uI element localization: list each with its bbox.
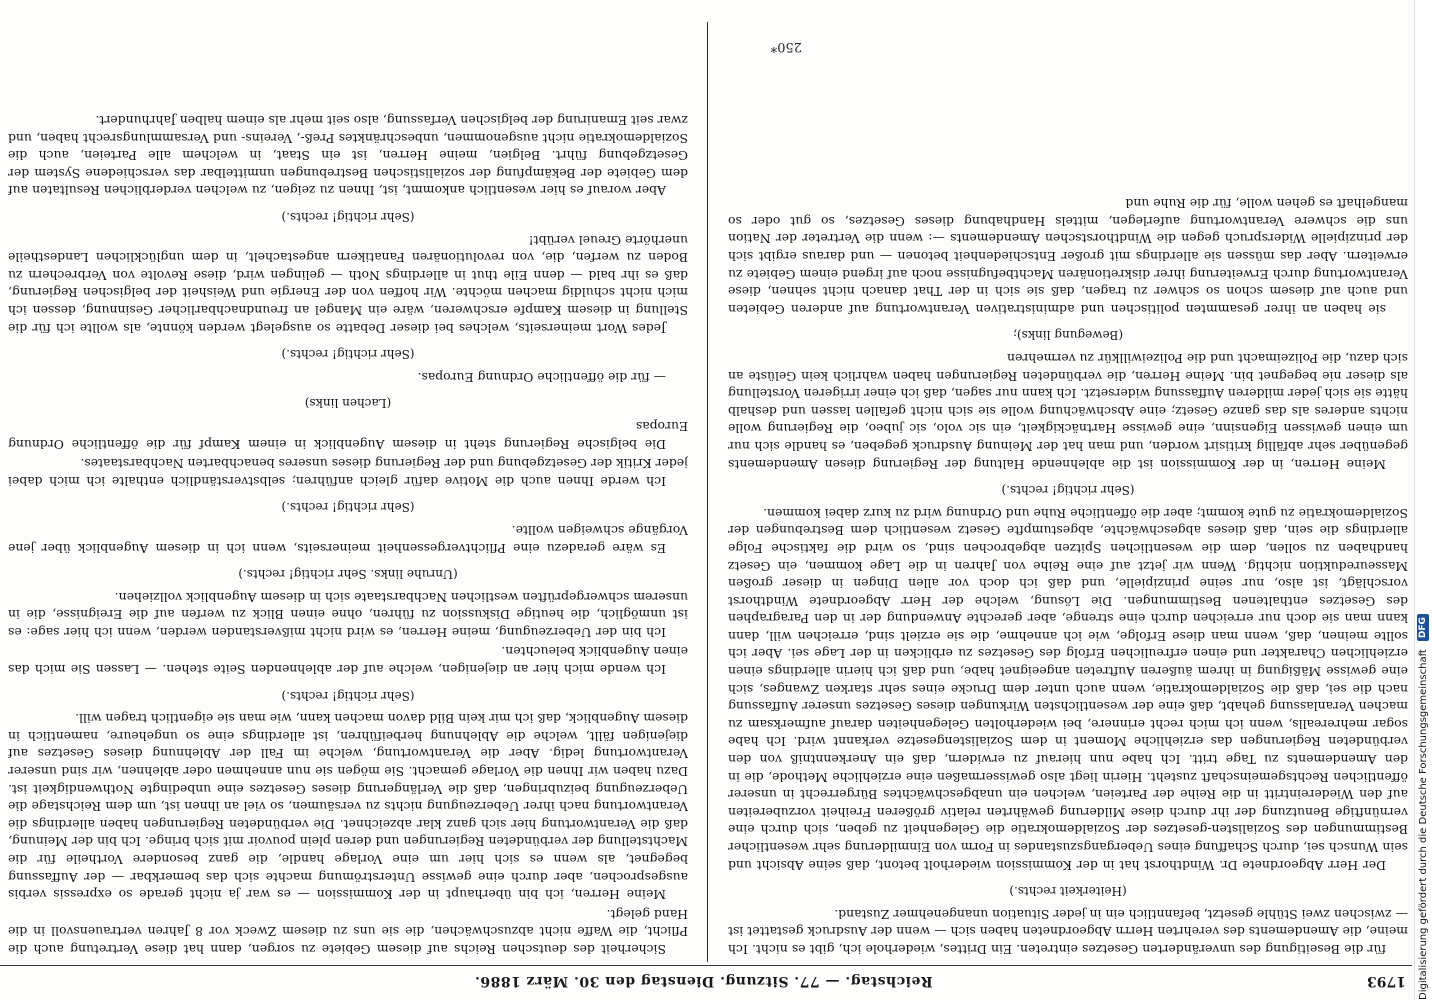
paragraph: für die Beseitigung des unveränderten Gesetzes eintreten. Ein Drittes, wiederhole ich, gibt es nicht. Ich meine, die Amendements des verehrten Herrn Abgeordneten haben sich — wenn der Ausdruck gestattet ist — zwischen zwei Stühle gesetzt, befanntlich ein in jeder Situation unangenehmer Zustand.	[728, 906, 1408, 957]
running-head: Reichstag. — 77. Sitzung. Dienstag den 30. März 1886.	[474, 973, 933, 989]
paragraph: Meine Herren, in der Kommission ist die ablehnende Haltung der Regierung diesen Amendements gegenüber sehr abfällig kritisirt worden, und man hat der Meinung Ausdruck gegeben, es handle sich nur um einen gewissen Eigensinn, eine gewisse Hartnäckigkeit, ein sic volo, sic jubeo, die Regierung wolle nichts anderes als das ganze Gesetz; eine Abschwächung wolle sie sich nicht gefallen lassen und deshalb hätte sie sich jeder milderen Auffassung widersetzt. Ich kann nur sagen, daß ich einer irrigeren Vorstellung als dieser nie begegnet bin. Meine Herren, die verbündeten Regierungen haben wahrlich kein Gelüste an sich dazu, die Polizeimacht und die Polizeiwillkür zu vermehren	[728, 351, 1408, 472]
stage-direction: (Sehr richtig! rechts.)	[281, 500, 415, 515]
dfg-logo: DFG	[1417, 614, 1429, 641]
paragraph: Die belgische Regierung steht in diesem Augenblick in einem Kampf für die öffentliche Ordnung Europas	[8, 418, 688, 452]
page-number: 1793	[1367, 973, 1406, 989]
stage-direction: (Sehr richtig! rechts.)	[1001, 483, 1135, 498]
paragraph: Ich bin der Ueberzeugung, meine Herren, es wird nicht mißverstanden werden, wenn ich hier sage: es ist unmöglich, die heutige Diskussion zu führen, ohne einen Blick zu werfen auf die Ereignisse, die in unserem schwergeprüften westlichen Nachbarstaate sich in diesem Augenblick vollziehen.	[8, 589, 688, 640]
paragraph: — für die öffentliche Ordnung Europas.	[417, 369, 666, 385]
header-rule	[0, 965, 1412, 966]
page-header	[0, 970, 1412, 992]
left-column	[728, 28, 1408, 958]
stage-direction: (Sehr richtig! rechts.)	[281, 210, 415, 225]
paragraph: Sicherheit des deutschen Reichs auf diesem Gebiete zu sorgen, dann hat diese Vertretung auch die Pflicht, die Waffe nicht abzuschwächen, die sie uns zu diesem Zweck vor 8 Jahren vertrauensvoll in die Hand gelegt.	[8, 906, 688, 957]
digitization-note-text: Digitalisierung gefördert durch die Deutsche Forschungsgemeinschaft	[1417, 649, 1429, 1000]
stage-direction: (Heiterkeit rechts.)	[1009, 884, 1127, 899]
column-divider	[707, 22, 708, 962]
paragraph: Aber worauf es hier wesentlich ankommt, ist, Ihnen zu zeigen, zu welchen verderblichen Resultaten auf dem Gebiete der Bekämpfung der sozialistischen Bestrebungen unmittelbar das verschiedene System der Gesetzgebung führt. Belgien, meine Herren, ist ein Staat, in welchem alle Parteien, auch die Sozialdemokratie nicht ausgenommen, unbeschränktes Preß-, Vereins- und Versammlungsrecht haben, und zwar seit Emanirung der belgischen Verfassung, also seit mehr als einem halben Jahrhundert.	[8, 113, 688, 199]
digitization-note	[1414, 0, 1432, 1000]
right-column	[8, 28, 688, 958]
stage-direction: (Lachen links)	[304, 396, 392, 411]
paragraph: Jedes Wort meinerseits, welches bei dieser Debatte so ausgelegt werden könnte, als wollte ich für die Stellung in diesem Kampfe erschweren, wäre ein Mangel an freundnachbarlicher Gesinnung, dessen ich mich nicht schuldig machen möchte. Wir hoffen von der Energie und Weisheit der belgischen Regierung, daß es ihr bald — denn Eile thut in allerdings Noth — gelingen wird, diese Revolte von Verbrechern zu Boden zu werfen, die, von revolutionären Fanatikern angestachelt, in dem unglücklichen Landestheile unerhörte Greuel verübt!	[8, 232, 688, 336]
stage-direction: (Sehr richtig! rechts.)	[281, 347, 415, 362]
paragraph: Es wäre geradezu eine Pflichtvergessenheit meinerseits, wenn ich in diesem Augenblick über jene Vorgänge schweigen wollte.	[8, 522, 688, 556]
stage-direction: (Bewegung links);	[1012, 328, 1124, 343]
stage-direction: (Unruhe links. Sehr richtig! rechts.)	[238, 567, 458, 582]
paragraph: Ich wende mich hier an diejenigen, welche auf der ablehnenden Seite stehen. — Lassen Sie mich das einen Augenblick beleuchten.	[8, 644, 688, 678]
paragraph: Der Herr Abgeordnete Dr. Windthorst hat in der Kommission wiederholt betont, daß seine Absicht und sein Wunsch sei, durch Schaffung eines Uebergangszustandes in Form von Einmilderung sehr wesentlicher Bestimmungen des Sozialisten-gesetzes der Sozialdemokratie die Gelegenheit zu geben, sich durch eine vernünftige Benutzung der ihr durch diese Milderung gewährten relativ größeren Freiheit vorzubereiten auf den Wiedereintritt in die Reihe der Parteien, welchen ein unabgeschwächtes Bürgerrecht in unserer öffentlichen Rechtsgemeinschaft zusteht. Hierin liegt also gewissermaßen eine erziehliche Methode, die in den Amendements zu Tage tritt. Ich habe nun hierauf zu erwidern, daß ein Anerkenntniß von den verbündeten Regierungen das erziehliche Moment in dem Sozialistengesetze verkannt wird. Ich habe sogar mehrerealls, wenn ich mich recht erinnere, bei wiederholten Gelegenheiten darauf aufmerksam zu machen Veranlassung gehabt, daß eine der wesentlichsten Wirkungen dieses Gesetzes unserer Auffassung nach die sei, daß die Sozialdemokratie, wenn auch unter dem Drucke eines sehr starken Zwanges, sich eine gewisse Mäßigung in ihrem äußeren Auftreten angeeignet habe, und daß ich hierin allerdings einen erziehlichen Charakter und einen erfreulichen Erfolg des Gesetzes zu erblicken in der Lage sei. Aber ich sollte meinen, daß, wenn man diese Erfolge, wie ich annehme, die sie erzielt sind, erreichen will, dann kann man sie doch nur erreichen durch eine strenge, aber gerechte Anwendung der in den Paragraphen des Gesetzes enthaltenen Bestimmungen. Die Lösung, welche der Herr Abgeordnete Windthorst vorschlägt, ist also, nur seine prinzipielle, und daß ich doch vor allen Dingen in dieser großen Masseureduktion nichtig. Wenn wir jetzt auf eine Reihe von Jahren in die Lage kommen, ein Gesetz handhaben zu sollen, dem die wesentlichen Spitzen abgebrochen sind, so wird die faktische Folge allerdings die sein, daß dieses abgeschwächte, abgestumpfte Gesetz wesentlich dem Bestrebungen der Sozialdemokratie zu gute kommt; aber die öffentliche Ruhe und Ordnung wird zu kurz dabei kommen.	[728, 505, 1408, 873]
signature-mark: 250*	[770, 39, 802, 54]
paragraph: Ich werde Ihnen auch die Motive dafür gleich anführen; selbstverständlich enthalte ich mich dabei jeder Kritik der Gesetzgebung und der Regierung dieses unseres benachbarten Nachbarstaates.	[8, 456, 688, 489]
paragraph: Meine Herren, ich bin überhaupt in der Kommission — es war ja nicht gerade so expressis verbis ausgesprochen, aber durch eine gewisse Unterströmung machte sich das bemerkbar — der Auffassung begegnet, als wenn es sich hier um eine Vorlage handle, die ganz besondere Vortheile für die Machtstellung der verbündeten Regierungen und deren plein pouvoir mit sich bringe. Ich bin der Meinung, daß die Verantwortung hier sich ganz klar abzeichnet. Die verbündeten Regierungen haben allerdings die Verantwortung nach ihrer Ueberzeugung nichts zu versäumen, so viel an ihnen ist, um dem Reichstage die Ueberzeugung beizubringen, daß die Verlängerung dieses Gesetzes eine unbedingte Nothwendigkeit ist. Dazu haben wir Ihnen die Vorlage gemacht. Sie mögen sie nun annehmen oder ablehnen, wir sind unserer Verantwortung ledig. Aber die Verantwortung, welche im Fall der Ablehnung dieses Gesetzes auf diejenigen fällt, welche die Ablehnung herbeiführen, ist allerdings eine so ungeheure, namentlich in diesem Augenblick, daß ich mir kein Bild davon machen kann, wie man sie eigentlich tragen will.	[8, 711, 688, 903]
paragraph: sie haben an ihrer gesammten politischen und administrativen Verantwortung auf anderen Gebieten und auch auf diesem schon so schwer zu tragen, daß sie sich in der That danach nicht sehnen, diese Verantwortung durch Erweiterung ihrer diskretionären Machtbefugnisse noch auf irgend einem Gebiete zu erweitern. Aber das müssen sie allerdings mit großer Entschiedenheit betonen — und daraus ergibt sich der prinzipielle Widerspruch gegen die Windthorstschen Amendements —: wenn die Vertreter der Nation uns die schwere Verantwortung auferlegen, mittels Handhabung dieses Gesetzes, so gut oder so mangelhaft es gehen wolle, für die Ruhe und	[728, 196, 1408, 317]
stage-direction: (Sehr richtig! rechts.)	[281, 688, 415, 703]
